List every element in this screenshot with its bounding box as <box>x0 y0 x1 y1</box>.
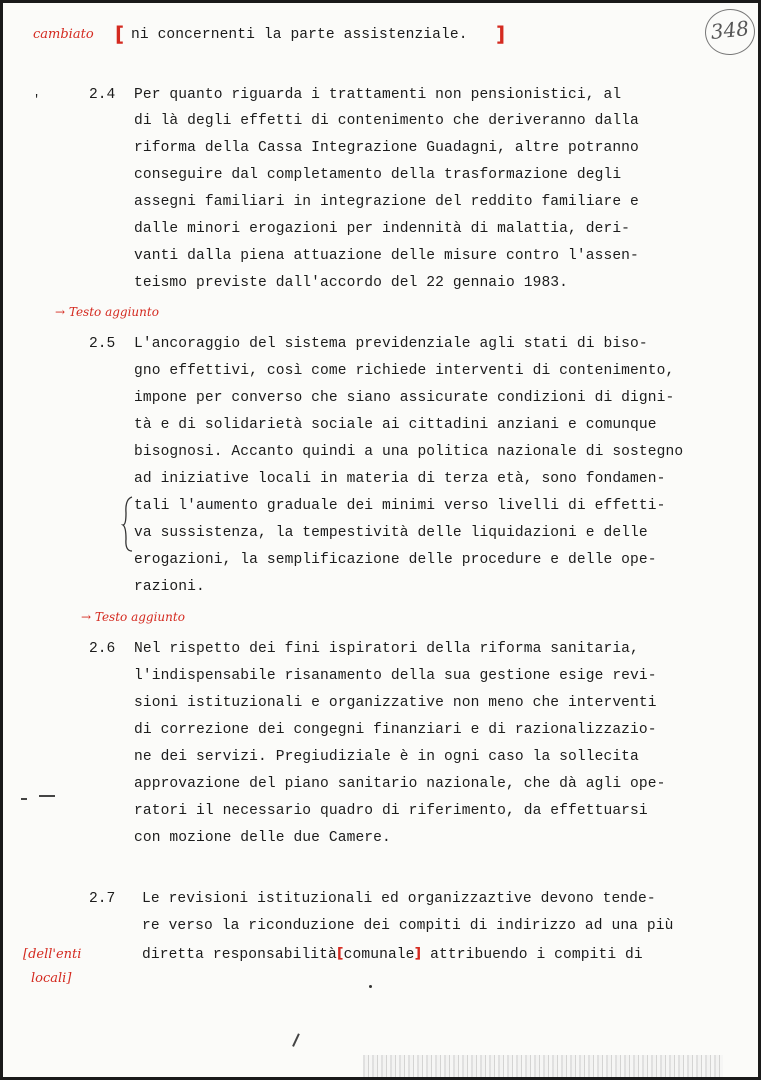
text-line: ratori il necessario quadro di riferimento, da effettuarsi <box>134 803 648 819</box>
text-line: conseguire dal completamento della trasformazione degli <box>134 167 622 183</box>
annotation-testo-aggiunto: → Testo aggiunto <box>81 610 185 624</box>
text-line: con mozione delle due Camere. <box>134 830 391 846</box>
text-segment: attribuendo i compiti di <box>421 947 643 963</box>
red-bracket-close: ] <box>496 22 506 46</box>
margin-mark: ' <box>33 93 41 107</box>
red-bracket-close: ] <box>414 945 422 962</box>
text-line: Le revisioni istituzionali ed organizzaztive devono tende- <box>142 891 656 907</box>
text-line: gno effettivi, così come richiede interventi di contenimento, <box>134 363 675 379</box>
section-number-2-6: 2.6 <box>89 641 116 657</box>
text-line: di correzione dei congegni finanziari e di razionalizzazio- <box>134 722 657 738</box>
text-line: ne dei servizi. Pregiudiziale è in ogni caso la sollecita <box>134 749 639 765</box>
text-line-marked <box>142 945 643 963</box>
text-line: impone per converso che siano assicurate condizioni di digni- <box>134 390 675 406</box>
annotation-cambiato: cambiato <box>33 27 94 42</box>
red-bracket-open: [ <box>115 22 125 46</box>
text-segment: diretta responsabilità <box>142 947 337 963</box>
text-line: erogazioni, la semplificazione delle procedure e delle ope- <box>134 552 657 568</box>
text-line: l'indispensabile risanamento della sua gestione esige revi- <box>134 668 657 684</box>
text-line: assegni familiari in integrazione del reddito familiare e <box>134 194 639 210</box>
section-number-2-7: 2.7 <box>89 891 116 907</box>
text-line: Nel rispetto dei fini ispiratori della riforma sanitaria, <box>134 641 639 657</box>
ink-dot <box>369 985 372 988</box>
margin-bracket-mark <box>121 495 135 553</box>
text-line: teismo previste dall'accordo del 22 gennaio 1983. <box>134 275 569 291</box>
section-number-2-5: 2.5 <box>89 336 116 352</box>
page-number: 348 <box>703 7 758 58</box>
margin-mark <box>21 798 27 800</box>
text-line: tali l'aumento graduale dei minimi verso livelli di effetti- <box>134 498 666 514</box>
text-line: bisognosi. Accanto quindi a una politica nazionale di sostegno <box>134 444 684 460</box>
margin-mark <box>39 795 55 797</box>
text-line: di là degli effetti di contenimento che deriveranno dalla <box>134 113 639 129</box>
annotation-testo-aggiunto: → Testo aggiunto <box>55 305 159 319</box>
text-line: Per quanto riguarda i trattamenti non pensionistici, al <box>134 87 622 103</box>
text-line: dalle minori erogazioni per indennità di malattia, deri- <box>134 221 631 237</box>
section-number-2-4: 2.4 <box>89 87 116 103</box>
text-line: L'ancoraggio del sistema previdenziale agli stati di biso- <box>134 336 648 352</box>
text-line: va sussistenza, la tempestività delle liquidazioni e delle <box>134 525 648 541</box>
text-line: re verso la riconduzione dei compiti di indirizzo ad una più <box>142 918 674 934</box>
ink-stroke <box>292 1033 299 1046</box>
scan-artifact <box>363 1055 723 1077</box>
text-line: tà e di solidarietà sociale ai cittadini anziani e comunque <box>134 417 657 433</box>
text-line: approvazione del piano sanitario nazionale, che dà agli ope- <box>134 776 666 792</box>
marked-word: comunale <box>343 947 415 963</box>
text-line: vanti dalla piena attuazione delle misure contro l'assen- <box>134 248 639 264</box>
text-line: sioni istituzionali e organizzative non meno che interventi <box>134 695 657 711</box>
header-line: ni concernenti la parte assistenziale. <box>131 27 468 43</box>
annotation-margin-line: locali] <box>31 971 72 986</box>
text-line: riforma della Cassa Integrazione Guadagni, altre potranno <box>134 140 639 156</box>
text-line: razioni. <box>134 579 205 595</box>
text-line: ad iniziative locali in materia di terza età, sono fondamen- <box>134 471 666 487</box>
annotation-margin-line: [dell'enti <box>23 947 82 962</box>
red-bracket-open: [ <box>336 945 344 962</box>
